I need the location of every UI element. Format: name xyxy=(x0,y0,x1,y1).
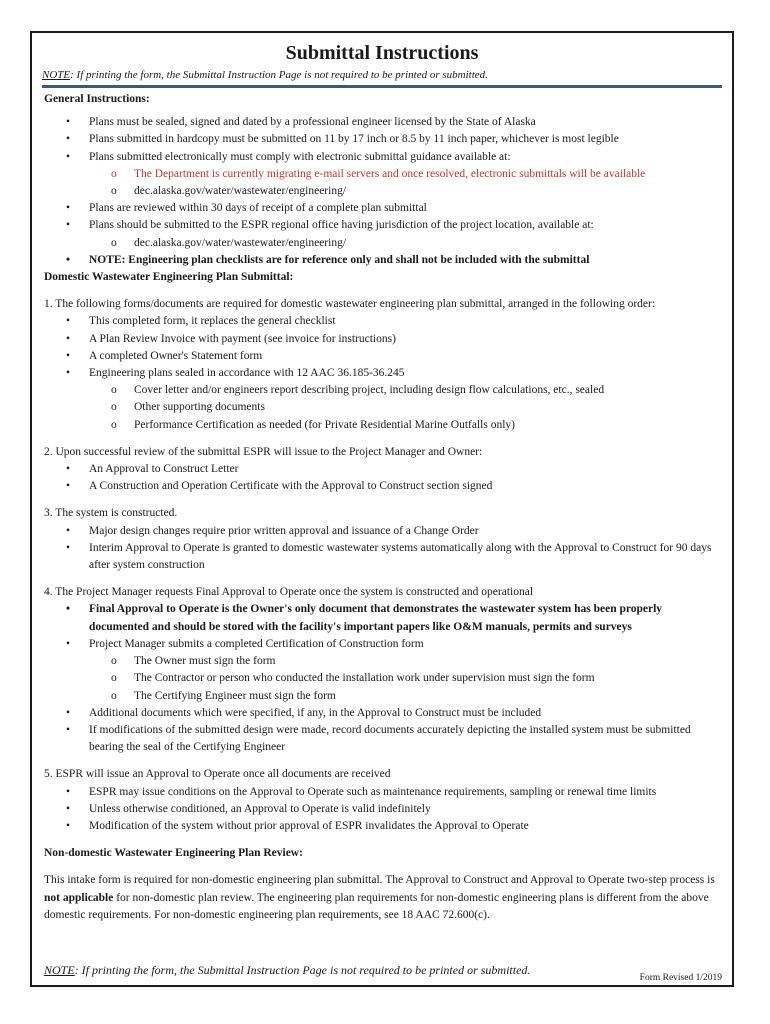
step-1-list xyxy=(44,313,720,433)
migration-notice: o The Department is currently migrating e-mail servers and once resolved, electronic submittals will be available xyxy=(44,166,720,183)
list-item: • This completed form, it replaces the general checklist xyxy=(44,313,720,330)
note-top xyxy=(42,69,488,81)
step-2-list xyxy=(44,461,720,495)
list-item: • Engineering plans sealed in accordance with 12 AAC 36.185-36.245 o Cover letter and/or engineers report describing project, including design flow calculations, etc., sealed o Other supporting documents o Performance Certification as needed (for Private Residential Marine Outfalls only) xyxy=(44,365,720,434)
list-item: o Other supporting documents xyxy=(44,399,720,416)
list-item: • Major design changes require prior written approval and issuance of a Change Order xyxy=(44,523,720,540)
list-item: • A completed Owner's Statement form xyxy=(44,348,720,365)
domestic-heading: Domestic Wastewater Engineering Plan Submittal: xyxy=(44,271,294,284)
step-4-sublist xyxy=(44,653,720,705)
step-5-text: 5. ESPR will issue an Approval to Operate once all documents are received xyxy=(44,768,391,781)
nondomestic-paragraph: This intake form is required for non-domestic engineering plan submittal. The Approval to Construct and Approval to Operate two-step process is not applicable for non-domestic plan review. The engineering plan requirements for non-domestic engineering plans is different from the above domestic requirements. For non-domestic engineering plan requirements, see 18 AAC 72.600(c). xyxy=(44,874,715,921)
note-label: NOTE xyxy=(44,963,75,977)
list-item: • ESPR may issue conditions on the Approval to Operate such as maintenance requirements, sampling or renewal time limits xyxy=(44,784,720,801)
header-rule xyxy=(42,85,722,88)
checklist-note: • NOTE: Engineering plan checklists are for reference only and shall not be included with the submittal xyxy=(44,252,720,269)
instructions-body xyxy=(44,91,720,924)
final-approval-note: • Final Approval to Operate is the Owner's only document that demonstrates the wastewater system has been properly documented and should be stored with the facility's important papers like O&M manuals, permits and surveys xyxy=(44,601,720,635)
page-title: Submittal Instructions xyxy=(285,42,479,64)
list-item: o Cover letter and/or engineers report describing project, including design flow calculations, etc., sealed xyxy=(44,382,720,399)
list-item: • Plans submitted in hardcopy must be submitted on 11 by 17 inch or 8.5 by 11 inch paper, whichever is most legible xyxy=(44,131,720,148)
general-list xyxy=(44,114,720,269)
step-3-list xyxy=(44,523,720,575)
step-4-text: 4. The Project Manager requests Final Approval to Operate once the system is constructed and operational xyxy=(44,586,534,599)
step-3-text: 3. The system is constructed. xyxy=(44,507,178,520)
step-1-text: 1. The following forms/documents are required for domestic wastewater engineering plan submittal, arranged in the following order: xyxy=(44,298,656,311)
step-5-list xyxy=(44,784,720,836)
list-item: • Project Manager submits a completed Certification of Construction form o The Owner must sign the form o The Contractor or person who conducted the installation work under supervision must sign the form o The Certifying Engineer must sign the form xyxy=(44,636,720,705)
form-page xyxy=(30,31,734,987)
general-instructions-heading: General Instructions: xyxy=(44,93,150,105)
url-text: o dec.alaska.gov/water/wastewater/engineering/ xyxy=(44,183,720,200)
list-item: o Performance Certification as needed (for Private Residential Marine Outfalls only) xyxy=(44,417,720,434)
url-text: o dec.alaska.gov/water/wastewater/engineering/ xyxy=(44,235,720,252)
list-item: o The Certifying Engineer must sign the form xyxy=(44,688,720,705)
list-item: • Plans must be sealed, signed and dated by a professional engineer licensed by the State of Alaska xyxy=(44,114,720,131)
note-bottom xyxy=(44,963,530,978)
list-item: • Unless otherwise conditioned, an Approval to Operate is valid indefinitely xyxy=(44,801,720,818)
list-item: • A Construction and Operation Certificate with the Approval to Construct section signed xyxy=(44,478,720,495)
regional-sublist xyxy=(44,235,720,252)
list-item: • Modification of the system without prior approval of ESPR invalidates the Approval to Operate xyxy=(44,818,720,835)
note-text: : If printing the form, the Submittal Instruction Page is not required to be printed or submitted. xyxy=(74,963,531,977)
list-item: • Plans should be submitted to the ESPR regional office having jurisdiction of the project location, available at: o dec.alaska.gov/water/wastewater/engineering/ xyxy=(44,217,720,251)
step-2-text: 2. Upon successful review of the submittal ESPR will issue to the Project Manager and Owner: xyxy=(44,445,483,458)
list-item: • Plans submitted electronically must comply with electronic submittal guidance available at: o The Department is currently migrating e-mail servers and once resolved, electronic submittals will be available o dec.alaska.gov/water/wastewater/engineering/ xyxy=(44,149,720,201)
list-item: o The Contractor or person who conducted the installation work under supervision must sign the form xyxy=(44,670,720,687)
list-item: • A Plan Review Invoice with payment (see invoice for instructions) xyxy=(44,331,720,348)
list-item: • Interim Approval to Operate is granted to domestic wastewater systems automatically along with the Approval to Construct for 90 days after system construction xyxy=(44,540,720,574)
note-label: NOTE xyxy=(42,69,71,81)
step-1-sublist xyxy=(44,382,720,434)
step-4-list xyxy=(44,601,720,756)
list-item: • If modifications of the submitted design were made, record documents accurately depicting the installed system must be submitted bearing the seal of the Certifying Engineer xyxy=(44,722,720,756)
note-text: : If printing the form, the Submittal Instruction Page is not required to be printed or submitted. xyxy=(70,69,488,81)
form-revised: Form Revised 1/2019 xyxy=(639,973,722,983)
list-item: o The Owner must sign the form xyxy=(44,653,720,670)
nondomestic-heading: Non-domestic Wastewater Engineering Plan Review: xyxy=(44,847,303,860)
list-item: • Plans are reviewed within 30 days of receipt of a complete plan submittal xyxy=(44,200,720,217)
electronic-sublist xyxy=(44,166,720,200)
list-item: • An Approval to Construct Letter xyxy=(44,461,720,478)
list-item: • Additional documents which were specified, if any, in the Approval to Construct must be included xyxy=(44,705,720,722)
